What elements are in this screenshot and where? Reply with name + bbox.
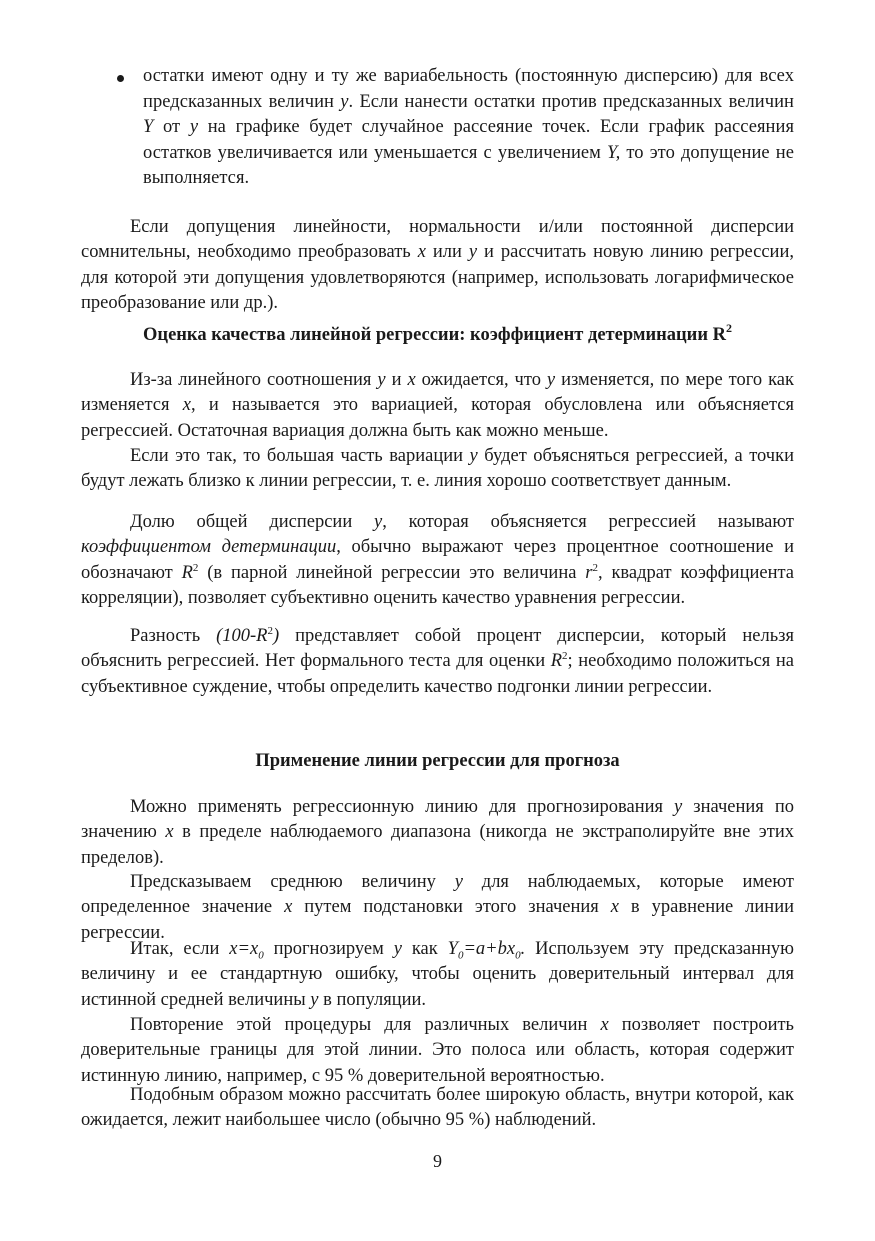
paragraph-r2-definition: Долю общей дисперсии y, которая объясняется регрессией называют коэффициентом детерминации, обычно выражают через процентное соотношение и обозначают $R^2$ (в парной линейной регрессии это величина $r^2$, квадрат коэффициента корреляции), позволяет субъективно оценить качество уравнения регрессии.: [81, 512, 795, 609]
paragraph-r2-fit: Если это так, то большая часть вариации y будет объясняться регрессией, а точки будут лежать близко к линии регрессии, т. е. линия хорошо соответствует данным.: [81, 446, 794, 492]
paragraph-forecast-mean: Предсказываем среднюю величину y для наблюдаемых, которые имеют определенное значение x путем подстановки этого значения x в уравнение линии регрессии.: [81, 872, 795, 943]
bullet-text: остатки имеют одну и ту же вариабельность (постоянную дисперсию) для всех предсказанных величин y. Если нанести остатки против предсказанных величин Y от y на графике будет случайное рассеяние точек. Если график рассеяния остатков увеличивается или уменьшается с увеличением Y, то это допущение не выполняется.: [143, 66, 794, 189]
section-heading-r2: Оценка качества линейной регрессии: коэффициент детерминации $R^2$: [143, 320, 732, 345]
paragraph-forecast-prediction: Подобным образом можно рассчитать более широкую область, внутри которой, как ожидается, лежит наибольшее число (обычно 95 %) наблюдений.: [81, 1085, 794, 1131]
paragraph-assumptions: Если допущения линейности, нормальности и/или постоянной дисперсии сомнительны, необходимо преобразовать x или y и рассчитать новую линию регрессии, для которой эти допущения удовлетворяются (например, использовать логарифмическое преобразование или др.).: [81, 217, 794, 314]
paragraph-forecast-confidence: Повторение этой процедуры для различных величин x позволяет построить доверительные границы для этой линии. Это полоса или область, которая содержит истинную линию, например, с 95 % доверительной вероятностью.: [81, 1015, 794, 1086]
paragraph-r2-difference: Разность $(100-R^2)$ представляет собой процент дисперсии, который нельзя объяснить регрессией. Нет формального теста для оценки $R^2$; необходимо положиться на субъективное суждение, чтобы определить качество подгонки линии регрессии.: [81, 624, 794, 697]
paragraph-forecast-usage: Можно применять регрессионную линию для прогнозирования y значения по значению x в пределе наблюдаемого диапазона (никогда не экстраполируйте вне этих пределов).: [81, 797, 795, 868]
bullet-list-item: [117, 64, 794, 192]
paragraph-r2-variation: Из-за линейного соотношения y и x ожидается, что y изменяется, по мере того как изменяется x, и называется это вариацией, которая обусловлена или объясняется регрессией. Остаточная вариация должна быть как можно меньше.: [81, 370, 795, 441]
paragraph-forecast-formula: Итак, если $x=x_0$ прогнозируем y как $Y_0=a+bx_0$. Используем эту предсказанную величину и ее стандартную ошибку, чтобы оценить доверительный интервал для истинной средней величины y в популяции.: [81, 939, 794, 1010]
section-heading-forecast: Применение линии регрессии для прогноза: [255, 751, 620, 771]
page-number: 9: [433, 1151, 442, 1171]
bullet-dot-icon: [117, 75, 124, 82]
